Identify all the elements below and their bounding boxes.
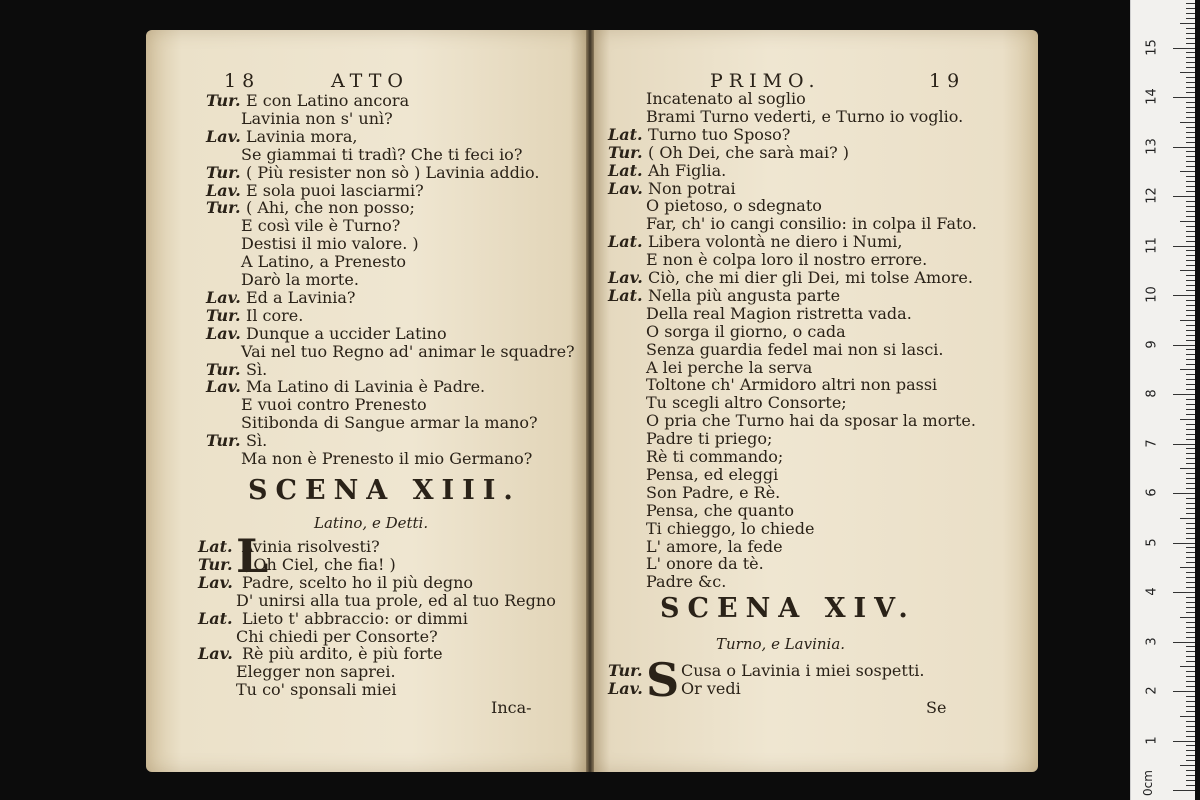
ruler-tick: [1186, 523, 1195, 524]
speaker-label: Lav.: [198, 572, 233, 592]
verse-line: Pensa, che quanto: [646, 500, 795, 520]
ruler-tick: [1186, 453, 1195, 454]
right-running-head: PRIMO.: [710, 70, 821, 92]
ruler-tick: [1186, 137, 1195, 138]
ruler-tick: [1186, 429, 1195, 430]
ruler-tick: [1186, 305, 1195, 306]
ruler-tick: [1186, 359, 1195, 360]
ruler-number: 1: [1144, 735, 1160, 745]
verse-line: Il core.: [246, 305, 304, 325]
ruler-tick: [1186, 681, 1195, 682]
speaker-label: Lav.: [198, 644, 233, 664]
ruler-tick: [1186, 750, 1195, 751]
ruler-tick: [1186, 43, 1195, 44]
ruler-tick: [1186, 538, 1195, 539]
ruler-tick: [1186, 503, 1195, 504]
ruler-tick: [1186, 384, 1195, 385]
ruler-tick: [1180, 419, 1195, 420]
ruler-tick: [1173, 48, 1195, 49]
ruler-tick: [1186, 315, 1195, 316]
ruler-tick: [1186, 250, 1195, 251]
speaker-label: Lav.: [608, 178, 643, 198]
verse-line: O sorga il giorno, o cada: [646, 321, 846, 341]
verse-line: ( Oh Dei, che sarà mai? ): [648, 142, 849, 162]
ruler-tick: [1186, 201, 1195, 202]
ruler-tick: [1173, 147, 1195, 148]
verse-line: Rè più ardito, è più forte: [242, 644, 443, 664]
verse-line: O pietoso, o sdegnato: [646, 196, 822, 216]
ruler-tick: [1173, 345, 1195, 346]
ruler-tick: [1186, 300, 1195, 301]
ruler-tick: [1173, 642, 1195, 643]
ruler-tick: [1186, 67, 1195, 68]
verse-line: Senza guardia fedel mai non si lasci.: [646, 339, 944, 359]
speaker-label: Lat.: [198, 537, 233, 556]
ruler-tick: [1186, 731, 1195, 732]
left-page-number: 18: [224, 70, 261, 92]
scene-heading-xiv: SCENA XIV.: [660, 593, 916, 624]
verse-line: Ah Figlia.: [648, 160, 727, 180]
verse-line: Dunque a uccider Latino: [246, 323, 447, 343]
ruler-tick: [1186, 755, 1195, 756]
speaker-label: Tur.: [206, 198, 241, 218]
verse-line: Son Padre, e Rè.: [646, 482, 781, 502]
ruler-tick: [1186, 399, 1195, 400]
ruler-tick: [1186, 508, 1195, 509]
ruler-tick: [1180, 23, 1195, 24]
ruler-number: 5: [1144, 537, 1160, 547]
ruler-tick: [1186, 409, 1195, 410]
left-running-head: ATTO: [331, 70, 409, 92]
ruler-tick: [1186, 236, 1195, 237]
verse-line: L' onore da tè.: [646, 554, 764, 574]
ruler-tick: [1173, 543, 1195, 544]
ruler-tick: [1186, 651, 1195, 652]
ruler-tick: [1186, 260, 1195, 261]
verse-line: Cusa o Lavinia i miei sospetti.: [681, 661, 925, 680]
ruler-tick: [1186, 176, 1195, 177]
ruler-tick: [1186, 637, 1195, 638]
ruler-tick: [1186, 335, 1195, 336]
right-catchword: Se: [926, 698, 947, 717]
verse-line: Tu co' sponsali miei: [236, 680, 397, 700]
ruler-tick: [1186, 206, 1195, 207]
verse-line: ( Più resister non sò ) Lavinia addio.: [246, 162, 540, 182]
open-book: [146, 30, 1038, 772]
scene-xiii-cast: Latino, e Detti.: [314, 514, 429, 532]
speaker-label: Lat.: [198, 608, 233, 628]
ruler-tick: [1186, 38, 1195, 39]
ruler-tick: [1186, 127, 1195, 128]
ruler-tick: [1186, 33, 1195, 34]
verse-line: Libera volontà ne diero i Numi,: [648, 232, 903, 252]
ruler-tick: [1186, 478, 1195, 479]
ruler-tick: [1186, 330, 1195, 331]
ruler-tick: [1186, 533, 1195, 534]
ruler-tick: [1186, 448, 1195, 449]
ruler-tick: [1186, 255, 1195, 256]
ruler-tick: [1186, 587, 1195, 588]
verse-line: Non potrai: [648, 178, 736, 198]
ruler-tick: [1186, 686, 1195, 687]
ruler-tick: [1186, 770, 1195, 771]
ruler-tick: [1186, 181, 1195, 182]
verse-line: Ciò, che mi dier gli Dei, mi tolse Amore.: [648, 268, 973, 287]
ruler-tick: [1186, 117, 1195, 118]
ruler-tick: [1180, 617, 1195, 618]
ruler-number: 11: [1144, 236, 1160, 254]
ruler-tick: [1186, 340, 1195, 341]
ruler-tick: [1186, 310, 1195, 311]
verse-line: Darò la morte.: [241, 270, 359, 289]
verse-line: Della real Magion ristretta vada.: [646, 303, 912, 323]
ruler-tick: [1186, 142, 1195, 143]
ruler-number: 14: [1144, 88, 1160, 105]
ruler-tick: [1186, 775, 1195, 776]
ruler-tick: [1186, 231, 1195, 232]
ruler-tick: [1186, 483, 1195, 484]
ruler-tick: [1180, 567, 1195, 568]
speaker-label: Lat.: [608, 285, 643, 305]
ruler-tick: [1186, 671, 1195, 672]
ruler-tick: [1186, 473, 1195, 474]
speaker-label: Tur.: [206, 359, 241, 379]
ruler-tick: [1186, 82, 1195, 83]
ruler-tick: [1186, 627, 1195, 628]
speaker-label: Tur.: [206, 305, 241, 325]
ruler-tick: [1186, 661, 1195, 662]
ruler-tick: [1173, 691, 1195, 692]
ruler-tick: [1186, 434, 1195, 435]
ruler-number: 8: [1144, 389, 1160, 398]
verse-line: Destisi il mio valore. ): [241, 234, 419, 254]
ruler-tick: [1173, 97, 1195, 98]
verse-line: Ma non è Prenesto il mio Germano?: [241, 449, 533, 468]
ruler-tick: [1186, 656, 1195, 657]
ruler-tick: [1186, 275, 1195, 276]
ruler-tick: [1180, 122, 1195, 123]
verse-line: Vai nel tuo Regno ad' animar le squadre?: [241, 341, 575, 361]
speaker-label: Tur.: [608, 661, 643, 680]
verse-line: A Latino, a Prenesto: [241, 252, 407, 272]
ruler-tick: [1180, 666, 1195, 667]
ruler-tick: [1186, 404, 1195, 405]
speaker-label: Lat.: [608, 160, 643, 180]
speaker-label: Lat.: [608, 232, 643, 252]
ruler-tick: [1186, 211, 1195, 212]
ruler-tick: [1186, 151, 1195, 152]
verse-line: Sitibonda di Sangue armar la mano?: [241, 413, 538, 433]
verse-line: Lavinia mora,: [246, 126, 358, 146]
verse-line: Or vedi: [681, 678, 741, 698]
ruler-tick: [1173, 246, 1195, 247]
ruler-tick: [1186, 785, 1195, 786]
ruler-tick: [1186, 552, 1195, 553]
ruler-tick: [1186, 726, 1195, 727]
ruler-tick: [1180, 716, 1195, 717]
verse-line: Sì.: [246, 431, 268, 451]
ruler-tick: [1180, 171, 1195, 172]
ruler-tick: [1173, 741, 1195, 742]
ruler-tick: [1186, 87, 1195, 88]
ruler-tick: [1186, 8, 1195, 9]
ruler-tick: [1173, 196, 1195, 197]
ruler-number: 9: [1144, 339, 1160, 349]
ruler-tick: [1186, 349, 1195, 350]
verse-line: O pria che Turno hai da sposar la morte.: [646, 411, 976, 431]
verse-line: Nella più angusta parte: [648, 285, 841, 305]
ruler-number: 6: [1144, 488, 1160, 497]
ruler-tick: [1186, 156, 1195, 157]
drop-cap-l: L: [236, 529, 269, 583]
verse-line: Brami Turno vederti, e Turno io voglio.: [646, 106, 964, 126]
ruler-tick: [1186, 414, 1195, 415]
ruler-tick: [1186, 52, 1195, 53]
ruler-tick: [1186, 389, 1195, 390]
ruler-tick: [1186, 62, 1195, 63]
speaker-label: Tur.: [198, 554, 233, 574]
ruler-tick: [1186, 102, 1195, 103]
speaker-label: Tur.: [206, 431, 241, 451]
drop-cap-s: S: [646, 653, 680, 707]
verse-line: E sola puoi lasciarmi?: [246, 180, 424, 200]
ruler-tick: [1186, 701, 1195, 702]
ruler-tick: [1180, 320, 1195, 321]
verse-line: Padre &c.: [646, 572, 727, 592]
scene-xiv-cast: Turno, e Lavinia.: [716, 635, 846, 653]
verse-line: Incatenato al soglio: [646, 89, 806, 108]
ruler-tick: [1186, 463, 1195, 464]
verse-line: ( Oh Ciel, che fia! ): [242, 554, 396, 574]
ruler-tick: [1186, 186, 1195, 187]
ruler-tick: [1186, 57, 1195, 58]
verse-line: E così vile è Turno?: [241, 216, 401, 236]
speaker-label: Tur.: [608, 142, 643, 162]
ruler-tick: [1173, 444, 1195, 445]
ruler-tick: [1186, 161, 1195, 162]
ruler-tick: [1186, 132, 1195, 133]
speaker-label: Lav.: [608, 268, 643, 287]
ruler-tick: [1186, 216, 1195, 217]
ruler-tick: [1180, 369, 1195, 370]
book-gutter: [586, 30, 594, 772]
verse-line: Lieto t' abbraccio: or dimmi: [242, 608, 468, 628]
speaker-label: Lav.: [206, 180, 241, 200]
ruler-tick: [1186, 290, 1195, 291]
verse-line: Pensa, ed eleggi: [646, 464, 779, 484]
ruler-tick: [1186, 760, 1195, 761]
ruler-tick: [1173, 790, 1195, 791]
ruler-tick: [1186, 498, 1195, 499]
ruler-tick: [1186, 736, 1195, 737]
verse-line: Padre ti priego;: [646, 429, 773, 449]
left-catchword: Inca-: [491, 698, 532, 717]
ruler-tick: [1186, 77, 1195, 78]
speaker-label: Tur.: [206, 91, 241, 110]
ruler-tick: [1186, 632, 1195, 633]
verse-line: Ti chieggo, lo chiede: [646, 518, 815, 538]
ruler-tick: [1180, 221, 1195, 222]
verse-line: Tu scegli altro Consorte;: [646, 393, 847, 413]
ruler-tick: [1186, 676, 1195, 677]
speaker-label: Tur.: [206, 162, 241, 182]
ruler-number: 15: [1144, 38, 1160, 56]
ruler-tick: [1186, 577, 1195, 578]
ruler-tick: [1186, 582, 1195, 583]
ruler-tick: [1186, 696, 1195, 697]
right-page-number: 19: [929, 70, 966, 92]
ruler-tick: [1186, 265, 1195, 266]
ruler-tick: [1186, 3, 1195, 4]
ruler-tick: [1186, 572, 1195, 573]
ruler-tick: [1186, 562, 1195, 563]
verse-line: Sì.: [246, 359, 268, 379]
ruler-tick: [1186, 721, 1195, 722]
ruler-tick: [1186, 646, 1195, 647]
ruler-tick: [1186, 13, 1195, 14]
ruler-tick: [1186, 112, 1195, 113]
ruler-tick: [1186, 18, 1195, 19]
ruler-tick: [1186, 602, 1195, 603]
ruler-tick: [1173, 493, 1195, 494]
ruler-tick: [1186, 241, 1195, 242]
ruler-tick: [1173, 592, 1195, 593]
ruler-tick: [1180, 518, 1195, 519]
ruler-unit: 0cm: [1140, 770, 1155, 796]
ruler-number: 12: [1144, 187, 1160, 204]
ruler-tick: [1186, 612, 1195, 613]
verse-line: Lavinia non s' unì?: [241, 108, 393, 128]
verse-line: Ed a Lavinia?: [246, 287, 356, 307]
ruler-tick: [1186, 374, 1195, 375]
verse-line: L' amore, la fede: [646, 536, 783, 556]
ruler-tick: [1186, 622, 1195, 623]
ruler-tick: [1186, 354, 1195, 355]
ruler-tick: [1173, 295, 1195, 296]
verse-line: Avinia risolvesti?: [242, 537, 380, 556]
ruler-tick: [1180, 270, 1195, 271]
verse-line: ( Ahi, che non posso;: [246, 198, 415, 218]
ruler-tick: [1180, 765, 1195, 766]
ruler-tick: [1186, 547, 1195, 548]
ruler-tick: [1186, 780, 1195, 781]
ruler-tick: [1186, 424, 1195, 425]
ruler-tick: [1186, 28, 1195, 29]
measurement-ruler: [1130, 0, 1195, 800]
ruler-tick: [1186, 379, 1195, 380]
ruler-tick: [1186, 597, 1195, 598]
ruler-tick: [1186, 513, 1195, 514]
speaker-label: Lav.: [206, 287, 241, 307]
ruler-tick: [1186, 488, 1195, 489]
ruler-tick: [1186, 364, 1195, 365]
verse-line: D' unirsi alla tua prole, ed al tuo Regno: [236, 590, 556, 610]
ruler-tick: [1180, 72, 1195, 73]
ruler-tick: [1186, 706, 1195, 707]
verse-line: Far, ch' io cangi consilio: in colpa il Fato.: [646, 214, 977, 234]
verse-line: Turno tuo Sposo?: [648, 124, 791, 144]
ruler-tick: [1186, 439, 1195, 440]
ruler-tick: [1186, 711, 1195, 712]
verse-line: Toltone ch' Armidoro altri non passi: [646, 375, 938, 395]
ruler-tick: [1186, 280, 1195, 281]
ruler-tick: [1186, 191, 1195, 192]
ruler-number: 3: [1144, 636, 1160, 646]
ruler-number: 13: [1144, 137, 1160, 155]
ruler-tick: [1186, 92, 1195, 93]
ruler-number: 7: [1144, 438, 1160, 448]
verse-line: Elegger non saprei.: [236, 662, 396, 682]
ruler-tick: [1173, 394, 1195, 395]
ruler-tick: [1186, 458, 1195, 459]
speaker-label: Lav.: [206, 377, 241, 397]
verse-line: A lei perche la serva: [646, 357, 813, 377]
verse-line: E vuoi contro Prenesto: [241, 395, 427, 415]
ruler-tick: [1186, 557, 1195, 558]
verse-line: Rè ti commando;: [646, 447, 784, 466]
ruler-number: 4: [1144, 587, 1160, 596]
verse-line: E con Latino ancora: [246, 91, 410, 110]
ruler-number: 2: [1144, 686, 1160, 695]
verse-line: Chi chiedi per Consorte?: [236, 626, 438, 646]
verse-line: E non è colpa loro il nostro errore.: [646, 250, 928, 270]
ruler-tick: [1186, 607, 1195, 608]
speaker-label: Lat.: [608, 124, 643, 144]
ruler-tick: [1186, 226, 1195, 227]
speaker-label: Lav.: [206, 126, 241, 146]
ruler-number: 10: [1144, 286, 1160, 303]
ruler-tick: [1186, 285, 1195, 286]
ruler-tick: [1186, 166, 1195, 167]
ruler-tick: [1180, 468, 1195, 469]
verse-line: Padre, scelto ho il più degno: [242, 572, 474, 592]
speaker-label: Lav.: [206, 323, 241, 343]
ruler-tick: [1186, 107, 1195, 108]
scene-heading-xiii: SCENA XIII.: [248, 475, 521, 506]
ruler-tick: [1186, 325, 1195, 326]
ruler-tick: [1186, 528, 1195, 529]
verse-line: Ma Latino di Lavinia è Padre.: [246, 377, 486, 397]
verse-line: Se giammai ti tradì? Che ti feci io?: [241, 144, 523, 164]
ruler-tick: [1186, 745, 1195, 746]
speaker-label: Lav.: [608, 678, 643, 698]
